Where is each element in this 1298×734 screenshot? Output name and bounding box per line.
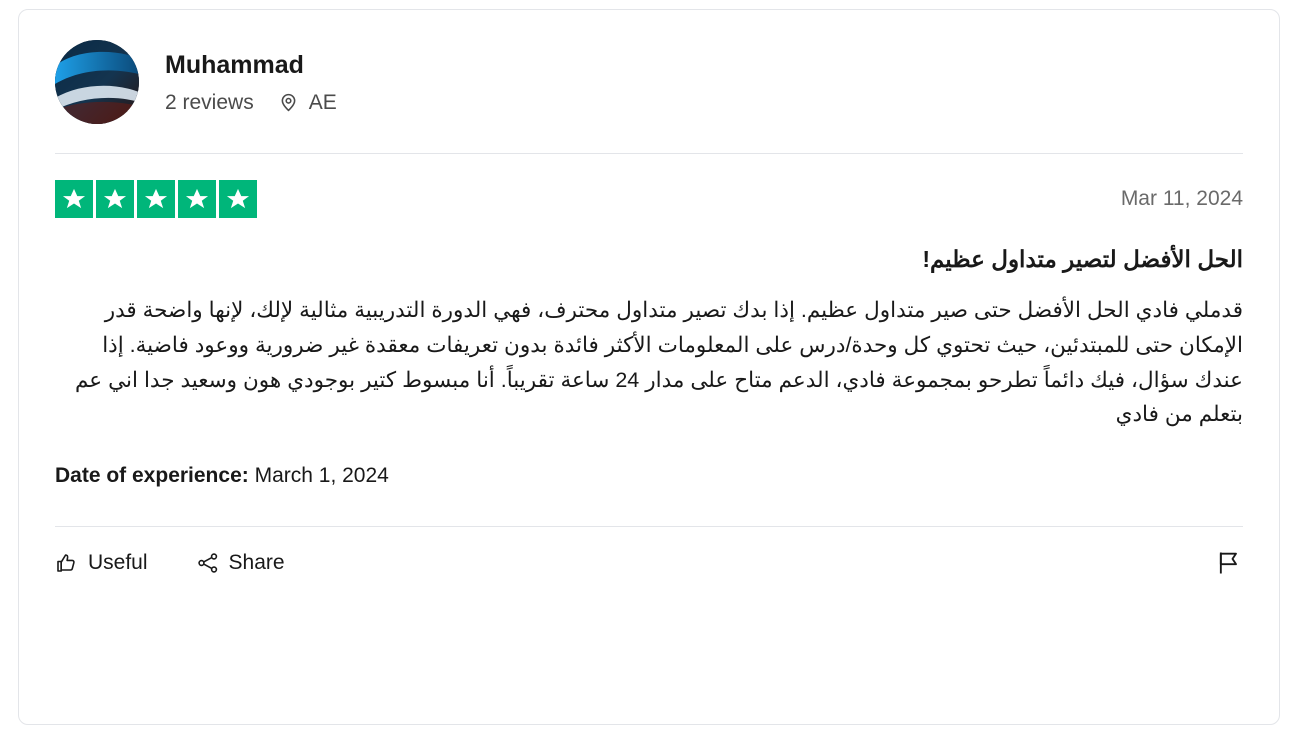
review-footer: [19, 527, 1279, 577]
review-card: [18, 9, 1280, 725]
reviewer-country: AE: [308, 90, 337, 114]
date-of-experience-label: Date of experience:: [55, 464, 249, 488]
reviewer-header: [19, 10, 1279, 124]
date-of-experience-value: March 1, 2024: [254, 464, 389, 488]
avatar[interactable]: [55, 40, 139, 124]
useful-button[interactable]: [55, 551, 148, 575]
rating-row: [19, 154, 1279, 218]
review-text: قدملي فادي الحل الأفضل حتى صير متداول عظيم. إذا بدك تصير متداول محترف، فهي الدورة التدريبية مثالية لإلك، لإنها واضحة قدر الإمكان حتى للمبتدئين، حيث تحتوي كل وحدة/درس على المعلومات الأكثر فائدة بدون تعريفات معقدة غير ضرورية ووعود فاضية. إذا عندك سؤال، فيك دائماً تطرحو بمجموعة فادي، الدعم متاح على مدار 24 ساعة تقريباً. أنا مبسوط كتير بوجودي هون وسعيد جدا اني عم بتعلم من فادي: [75, 298, 1243, 427]
star-rating: [55, 180, 257, 218]
reviewer-location: [278, 91, 337, 115]
share-icon: [196, 551, 229, 575]
footer-actions: [55, 551, 333, 575]
share-label: Share: [228, 551, 285, 575]
useful-label: Useful: [88, 551, 148, 575]
reviewer-meta: [165, 50, 337, 115]
star-icon: [219, 180, 257, 218]
report-flag-icon[interactable]: [1215, 549, 1243, 577]
star-icon: [96, 180, 134, 218]
review-date: Mar 11, 2024: [1120, 187, 1243, 210]
map-pin-icon: [278, 92, 299, 113]
date-of-experience: [55, 464, 1243, 488]
share-button[interactable]: [196, 551, 285, 575]
thumbs-up-icon: [55, 551, 88, 575]
star-icon: [55, 180, 93, 218]
reviews-count: 2 reviews: [165, 90, 254, 114]
reviewer-submeta: [165, 91, 337, 115]
reviewer-name[interactable]: Muhammad: [165, 50, 304, 79]
star-icon: [137, 180, 175, 218]
review-title[interactable]: الحل الأفضل لتصير متداول عظيم!: [922, 246, 1243, 272]
star-icon: [178, 180, 216, 218]
